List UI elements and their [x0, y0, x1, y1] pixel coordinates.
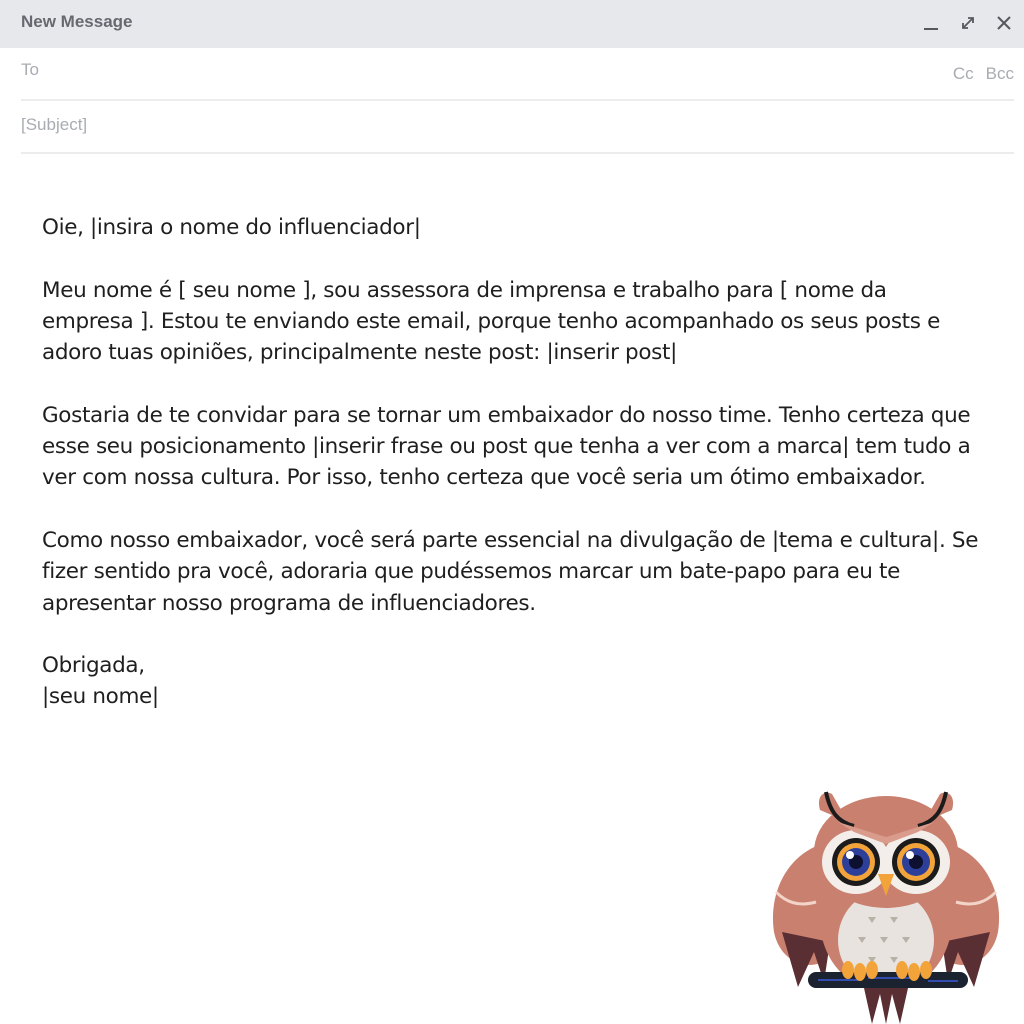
to-row — [21, 52, 1014, 101]
subject-field[interactable] — [21, 115, 881, 135]
window-title: New Message — [21, 12, 133, 31]
body-paragraph-3: Como nosso embaixador, você será parte essencial na divulgação de |tema e cultura|. Se fizer sentido pra você, adoraria que pudéssemos marcar um bate-papo para eu te apresentar nosso programa de influenciadores. — [42, 527, 979, 616]
to-field[interactable] — [21, 60, 881, 80]
owl-mascot-icon — [768, 782, 1004, 1024]
cc-bcc-group — [953, 64, 1014, 84]
subject-row — [21, 103, 1014, 154]
body-paragraph-2: Gostaria de te convidar para se tornar um embaixador do nosso time. Tenho certeza que esse seu posicionamento |inserir frase ou post que tenha a ver com a marca| tem tudo a ver com nossa cultura. Por isso, tenho certeza que você seria um ótimo embaixador. — [42, 402, 971, 491]
expand-button[interactable] — [955, 10, 981, 36]
cc-link[interactable]: Cc — [952, 64, 974, 83]
body-paragraph-1: Meu nome é [ seu nome ], sou assessora de imprensa e trabalho para [ nome da empresa ]. Estou te enviando este email, porque tenho acompanhado os seus posts e adoro tuas opiniões, principalmente neste post: |inserir post| — [42, 277, 940, 366]
minimize-icon — [922, 14, 940, 32]
compose-titlebar — [0, 0, 1024, 48]
bcc-link[interactable]: Bcc — [985, 64, 1014, 83]
closing-text: Obrigada, — [42, 653, 145, 679]
signature-text: |seu nome| — [42, 684, 159, 710]
close-icon — [995, 14, 1013, 32]
message-body[interactable] — [42, 212, 982, 713]
expand-icon — [959, 14, 977, 32]
minimize-button[interactable] — [918, 10, 944, 36]
greeting-text: Oie, |insira o nome do influenciador| — [42, 215, 421, 240]
close-button[interactable] — [991, 10, 1017, 36]
